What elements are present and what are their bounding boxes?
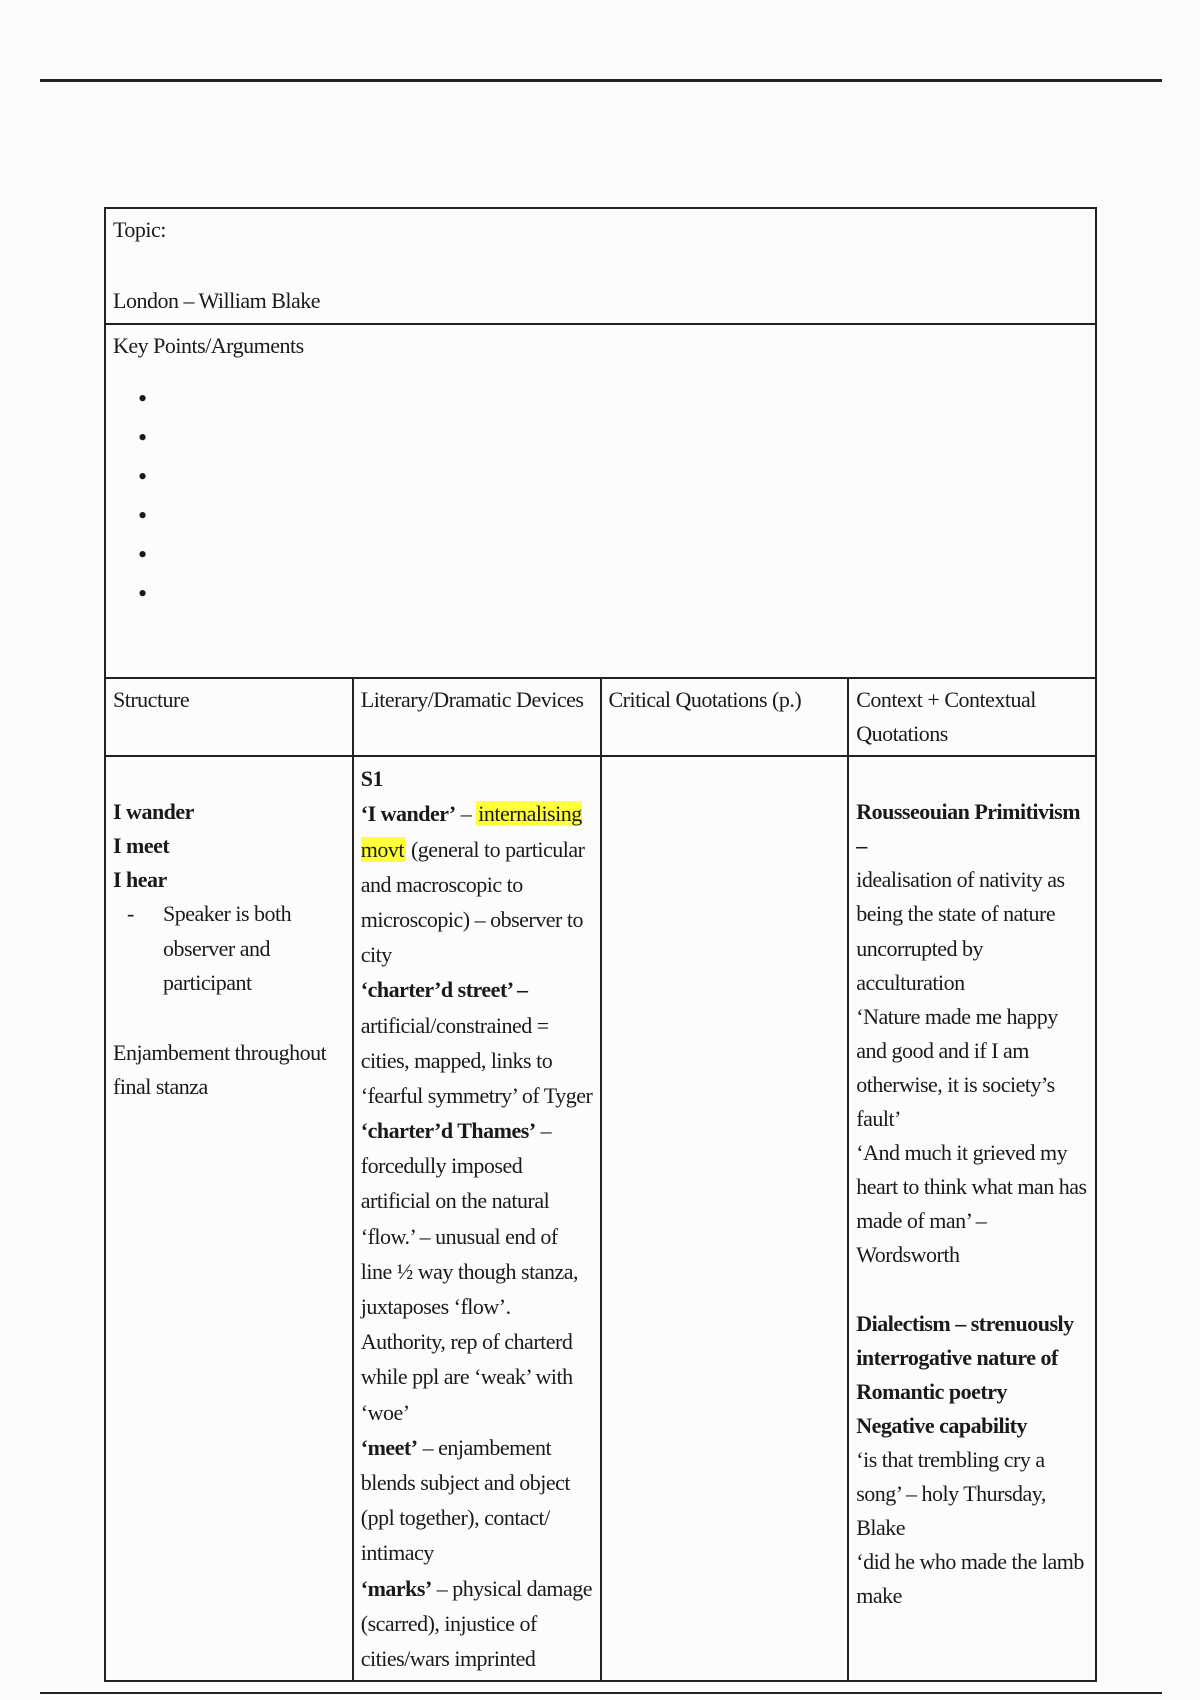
key-points-row xyxy=(105,324,1096,678)
devices-cell xyxy=(353,756,601,1681)
device-dash: – xyxy=(455,801,477,827)
stanza-label: S1 xyxy=(360,766,383,792)
context-text: idealisation of nativity as being the state of nature uncorrupted by acculturation xyxy=(856,867,1065,995)
structure-line: I meet xyxy=(113,833,170,859)
context-header: Context + Contextual Quotations xyxy=(848,678,1096,756)
device-quote: ‘I wander’ xyxy=(360,801,456,827)
context-heading: Negative capability xyxy=(856,1412,1028,1438)
structure-sub-point-text: Speaker is both observer and participant xyxy=(163,901,292,995)
critical-header: Critical Quotations (p.) xyxy=(601,678,849,756)
context-heading: Dialectism – strenuously interrogative nature of Romantic poetry xyxy=(856,1310,1074,1404)
revision-table xyxy=(104,207,1097,1682)
structure-header: Structure xyxy=(105,678,353,756)
device-text: (general to particular and macroscopic to microscopic) – observer to city xyxy=(360,836,585,968)
context-heading: Rousseouian Primitivism – xyxy=(856,799,1081,859)
context-quote: ‘is that trembling cry a song’ – holy Thursday, Blake xyxy=(856,1446,1046,1541)
device-thames xyxy=(361,1113,593,1430)
context-cell xyxy=(848,756,1096,1681)
content-row xyxy=(105,756,1096,1681)
key-points-cell xyxy=(105,324,1096,678)
topic-value: London – William Blake xyxy=(113,288,321,314)
key-points-label: Key Points/Arguments xyxy=(113,333,304,358)
key-point-bullet xyxy=(138,459,1088,498)
key-point-bullet xyxy=(138,420,1088,459)
key-points-list xyxy=(113,381,1088,615)
devices-header: Literary/Dramatic Devices xyxy=(353,678,601,756)
highlighted-note: internalising movt xyxy=(360,801,582,862)
topic-cell xyxy=(105,208,1096,324)
device-quote: ‘meet’ xyxy=(360,1434,418,1460)
key-point-bullet xyxy=(138,576,1088,615)
device-quote: ‘marks’ xyxy=(360,1575,432,1601)
structure-line: I hear xyxy=(113,867,167,893)
dash-marker: - xyxy=(127,901,134,927)
topic-row xyxy=(105,208,1096,324)
header-rule xyxy=(40,79,1162,82)
key-point-bullet xyxy=(138,498,1088,537)
device-quote: ‘charter’d Thames’ xyxy=(360,1118,536,1144)
structure-sub-point xyxy=(127,897,345,999)
context-quote: ‘Nature made me happy and good and if I am otherwise, it is society’s fault’ xyxy=(856,1003,1058,1132)
context-quote: ‘did he who made the lamb make xyxy=(856,1549,1084,1609)
device-marks xyxy=(361,1571,593,1677)
structure-note: Enjambement throughout final stanza xyxy=(113,1039,327,1099)
device-text: – physical damage (scarred), injustice of cities/wars imprinted xyxy=(360,1575,593,1671)
key-point-bullet xyxy=(138,381,1088,420)
topic-label: Topic: xyxy=(113,217,166,242)
footer-rule xyxy=(40,1692,1162,1694)
critical-cell xyxy=(601,756,849,1681)
structure-line: I wander xyxy=(113,799,194,825)
device-text: artificial/constrained = cities, mapped, links to ‘fearful symmetry’ of Tyger xyxy=(360,1012,593,1108)
context-quote: ‘And much it grieved my heart to think what man has made of man’ – Wordsworth xyxy=(856,1140,1087,1268)
device-meet xyxy=(361,1430,593,1571)
column-header-row xyxy=(105,678,1096,756)
device-text: – enjambement blends subject and object (ppl together), contact/ intimacy xyxy=(360,1434,571,1566)
device-quote: ‘charter’d street’ – xyxy=(360,977,528,1003)
key-point-bullet xyxy=(138,537,1088,576)
structure-cell xyxy=(105,756,353,1681)
device-text: – forcedully imposed artificial on the natural ‘flow.’ – unusual end of line ½ way though stanza, juxtaposes ‘flow’. Authority, rep of charterd while ppl are ‘weak’ with ‘woe’ xyxy=(360,1118,578,1425)
device-i-wander xyxy=(361,796,593,972)
